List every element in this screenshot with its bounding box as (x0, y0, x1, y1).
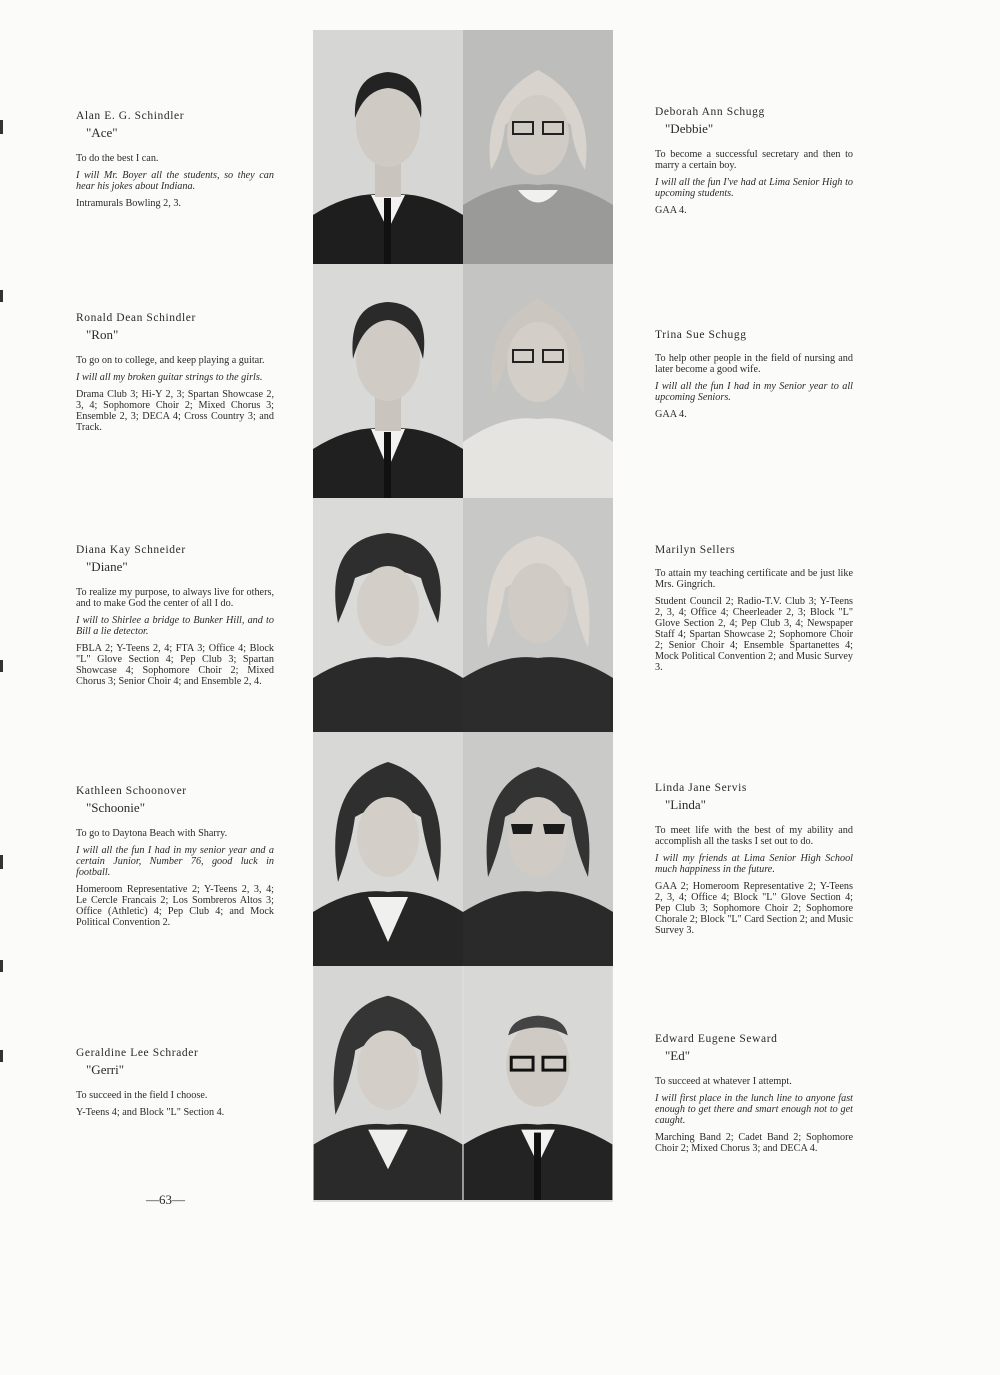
portrait-photo (313, 264, 463, 498)
student-name: Edward Eugene Seward (655, 1033, 778, 1045)
student-will: I will to Shirlee a bridge to Bunker Hill, and to Bill a lie detector. (76, 615, 274, 637)
student-ambition: To succeed in the field I choose. (76, 1090, 208, 1101)
student-will: I will first place in the lunch line to anyone fast enough to get there and smart enough not to get caught. (655, 1093, 853, 1126)
page-number: —63— (146, 1192, 185, 1207)
senior-entry (76, 544, 274, 693)
student-activities: Homeroom Representative 2; Y-Teens 2, 3, 4; Le Cercle Francais 2; Los Sombreros Altos 3; Office (Athletic) 4; Pep Club 4; and Mock Political Convention 2. (76, 884, 274, 928)
student-ambition: To meet life with the best of my ability and accomplish all the tasks I set out to do. (655, 825, 853, 847)
portrait-photo (313, 30, 463, 264)
student-will: I will all the fun I had in my senior year and a certain Junior, Number 76, good luck in football. (76, 845, 274, 878)
student-activities: GAA 4. (655, 205, 687, 216)
portrait-strip (313, 30, 613, 1202)
student-name: Alan E. G. Schindler (76, 110, 185, 122)
binding-mark (0, 660, 3, 672)
student-ambition: To go to Daytona Beach with Sharry. (76, 828, 228, 839)
student-name: Linda Jane Servis (655, 782, 747, 794)
student-will: I will Mr. Boyer all the students, so they can hear his jokes about Indiana. (76, 170, 274, 192)
senior-entry (76, 1047, 274, 1124)
student-name: Trina Sue Schugg (655, 329, 747, 341)
student-nickname: "Diane" (86, 559, 128, 574)
student-ambition: To go on to college, and keep playing a guitar. (76, 355, 265, 366)
senior-entry (76, 785, 274, 934)
student-activities: GAA 4. (655, 409, 687, 420)
student-nickname: "Ron" (86, 327, 119, 342)
portrait-photo (463, 264, 613, 498)
binding-mark (0, 290, 3, 302)
student-will: I will all the fun I've had at Lima Senior High to upcoming students. (655, 177, 853, 199)
student-ambition: To help other people in the field of nursing and later become a good wife. (655, 353, 853, 375)
student-activities: FBLA 2; Y-Teens 2, 4; FTA 3; Office 4; Block "L" Glove Section 4; Pep Club 3; Spartan Showcase 4; Sophomore Choir 2; Mixed Chorus 3; Senior Choir 4; and Ensemble 2, 4. (76, 643, 274, 687)
binding-mark (0, 1050, 3, 1062)
portrait-photo (313, 966, 463, 1200)
student-activities: Intramurals Bowling 2, 3. (76, 198, 181, 209)
senior-entry (655, 544, 853, 679)
portrait-photo (463, 732, 613, 966)
senior-entry (655, 782, 853, 942)
student-ambition: To succeed at whatever I attempt. (655, 1076, 792, 1087)
binding-mark (0, 120, 3, 134)
senior-entry (655, 1033, 853, 1160)
student-nickname: "Ed" (665, 1048, 691, 1063)
student-ambition: To become a successful secretary and then to marry a certain boy. (655, 149, 853, 171)
senior-entry (655, 106, 853, 222)
portrait-photo (463, 966, 613, 1200)
student-name: Kathleen Schoonover (76, 785, 187, 797)
student-name: Geraldine Lee Schrader (76, 1047, 199, 1059)
student-ambition: To do the best I can. (76, 153, 159, 164)
student-will: I will my friends at Lima Senior High School much happiness in the future. (655, 853, 853, 875)
student-will: I will all my broken guitar strings to the girls. (76, 372, 263, 383)
senior-entry (655, 329, 853, 426)
binding-mark (0, 960, 3, 972)
student-activities: GAA 2; Homeroom Representative 2; Y-Teens 2, 3, 4; Office 4; Block "L" Glove Section 4; Pep Club 3; Sophomore Choir 2; Sophomore Chorale 2; Block "L" Card Section 2; and Music Survey 3. (655, 881, 853, 936)
student-activities: Drama Club 3; Hi-Y 2, 3; Spartan Showcase 2, 3, 4; Sophomore Choir 2; Mixed Chorus 3; Ensemble 2, 3; DECA 4; Cross Country 3; and Track. (76, 389, 274, 433)
binding-mark (0, 855, 3, 869)
student-nickname: "Schoonie" (86, 800, 145, 815)
portrait-photo (463, 498, 613, 732)
senior-entry (76, 312, 274, 439)
student-nickname: "Linda" (665, 797, 706, 812)
portrait-photo (313, 732, 463, 966)
student-ambition: To realize my purpose, to always live for others, and to make God the center of all I do. (76, 587, 274, 609)
student-activities: Y-Teens 4; and Block "L" Section 4. (76, 1107, 225, 1118)
student-name: Diana Kay Schneider (76, 544, 186, 556)
student-name: Ronald Dean Schindler (76, 312, 196, 324)
portrait-photo (313, 498, 463, 732)
student-nickname: "Gerri" (86, 1062, 125, 1077)
student-nickname: "Debbie" (665, 121, 714, 136)
student-activities: Marching Band 2; Cadet Band 2; Sophomore Choir 2; Mixed Chorus 3; and DECA 4. (655, 1132, 853, 1154)
student-will: I will all the fun I had in my Senior year to all upcoming Seniors. (655, 381, 853, 403)
senior-entry (76, 110, 274, 215)
student-name: Deborah Ann Schugg (655, 106, 765, 118)
student-nickname: "Ace" (86, 125, 118, 140)
student-ambition: To attain my teaching certificate and be just like Mrs. Gingrich. (655, 568, 853, 590)
student-name: Marilyn Sellers (655, 544, 736, 556)
portrait-photo (463, 30, 613, 264)
student-activities: Student Council 2; Radio-T.V. Club 3; Y-Teens 2, 3, 4; Office 4; Cheerleader 2, 3; Block "L" Glove Section 2, 4; Pep Club 3, 4; Newspaper Staff 4; Spartan Showcase 2; Sophomore Choir 2; Senior Choir 4; Ensemble Spartanettes 4; Mock Political Convention 2; and Music Survey 3. (655, 596, 853, 673)
